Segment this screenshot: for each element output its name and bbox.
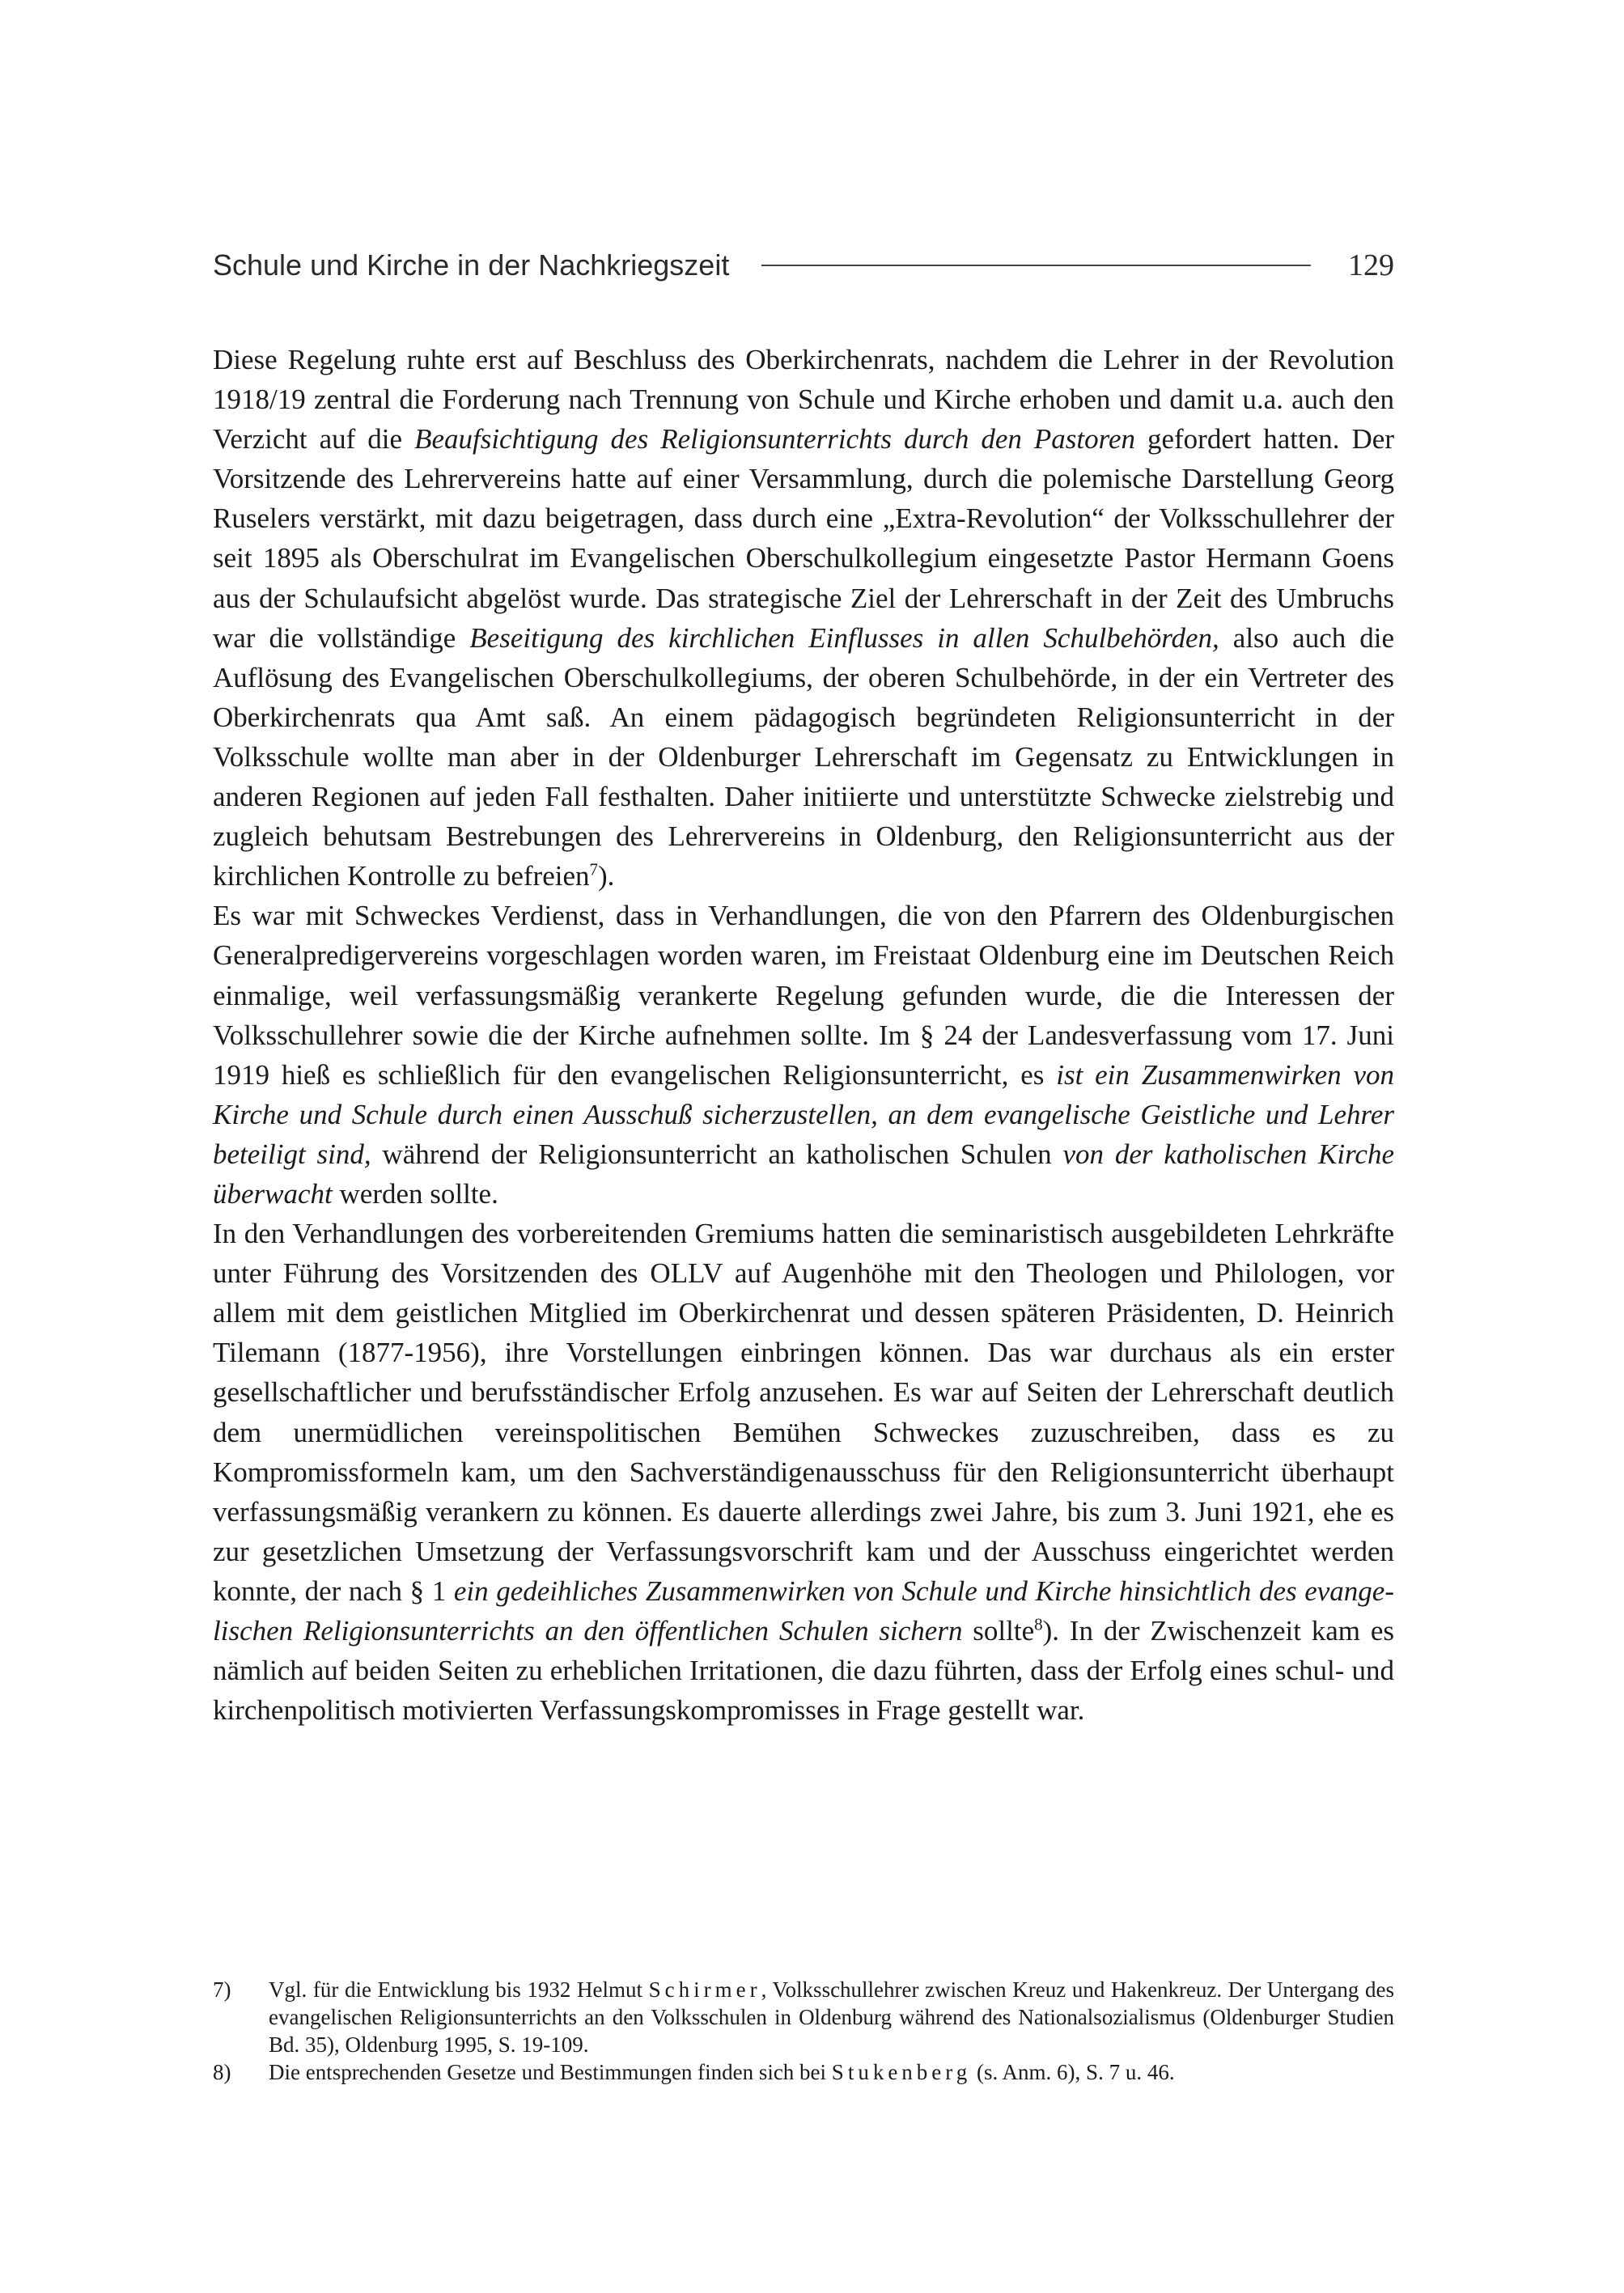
footnote-text [269,1976,1394,2058]
text-run: Die entsprechenden Gesetze und Bestimmungen finden sich bei [269,2060,832,2084]
text-run: gefordert hatten. Der Vorsitzende des Lehrervereins hatte auf einer Versammlung, durch die polemische Darstellung Georg Ruselers verstärkt, mit dazu beigetragen, dass durch eine „Extra-Revolution“ der Volksschullehrer der seit 1895 als Oberschulrat im Evangelischen Oberschulkollegium eingesetzte Pastor Hermann Goens aus der Schulaufsicht abgelöst wurde. Das strategische Ziel der Lehrerschaft in der Zeit des Umbruchs war die vollständige [213,423,1394,654]
footnote [213,2058,1394,2086]
running-head-title: Schule und Kirche in der Nachkriegszeit [213,248,730,282]
footnote-text [269,2058,1394,2086]
italic-quote: ist ein Zusammenwirken von Kirche und Schule durch einen Ausschuß sicherzustellen, an dem evangelische Geistliche und Lehrer beteiligt sind, [213,1058,1394,1170]
text-run: also auch die Auflösung des Evangelischen Oberschulkollegiums, der oberen Schulbehörde, in der ein Vertreter des Oberkirchenrats qua Amt saß. An einem pädagogisch begründeten Religionsunterricht in der Volksschule wollte man aber in der Oldenburger Lehrerschaft im Gegensatz zu Entwicklungen in anderen Regionen auf jeden Fall festhalten. Daher initiierte und unterstützte Schwecke zielstrebig und zugleich behutsam Bestrebungen des Lehrervereins in Oldenburg, den Religionsunterricht aus der kirchlichen Kontrolle zu befreien [213,621,1394,892]
text-run: während der Religionsunterricht an katholischen Schulen [371,1138,1063,1170]
text-run: ). [598,860,615,892]
text-run: In den Verhandlungen des vorbereitenden Gremiums hatten die seminaristisch ausgebildeten Lehrkräfte unter Führung des Vorsitzenden des OLLV auf Augenhöhe mit den Theologen und Philologen, vor allem mit dem geistlichen Mitglied im Oberkirchenrat und dessen späteren Präsidenten, D. Heinrich Tilemann (1877-1956), ihre Vorstellungen einbringen können. Das war durchaus als ein erster gesellschaftlicher und berufsständischer Erfolg anzusehen. Es war auf Seiten der Lehrerschaft deutlich dem unermüdlichen vereinspolitischen Bemühen Schweckes zuzuschreiben, dass es zu Kompromissformeln kam, um den Sachverständigenausschuss für den Religionsunterricht überhaupt verfassungsmäßig verankern zu können. Es dauerte allerdings zwei Jahre, bis zum 3. Juni 1921, ehe es zur gesetzlichen Umsetzung der Verfassungsvorschrift kam und der Ausschuss eingerichtet werden konnte, der nach § 1 [213,1218,1394,1607]
footnote-number: 8) [213,2060,231,2084]
italic-quote: Beaufsichtigung des Religionsunterrichts durch den Pastoren [414,423,1135,456]
paragraph [213,340,1394,896]
text-run: sollte [962,1615,1035,1647]
paragraph [213,896,1394,1214]
text-run: Diese Regelung ruhte erst auf Beschluss des Oberkirchenrats, nachdem die Lehrer in der Revolution 1918/19 zentral die Forderung nach Trennung von Schule und Kirche erhoben und damit u.a. auch den Verzicht auf die [213,344,1394,456]
text-run: Vgl. für die Entwicklung bis 1932 Helmut [269,1977,649,2002]
footnotes [213,1976,1394,2086]
footnote-marker: 7 [589,859,598,879]
text-run: (s. Anm. 6), S. 7 u. 46. [971,2060,1175,2084]
italic-quote: von der katholischen Kirche überwacht [213,1138,1394,1210]
text-run: , Volksschullehrer zwischen Kreuz und Hakenkreuz. Der Untergang des evangelischen Religionsunterrichts an den Volksschulen in Oldenburg während des Nationalsozialismus (Oldenburger Studien Bd. 35), Oldenburg 1995, S. 19-109. [269,1977,1394,2057]
text-run: ). In der Zwischenzeit kam es nämlich auf beiden Seiten zu erheblichen Irritationen, die dazu führten, dass der Erfolg eines schul- und kirchenpolitisch motivierten Verfassungskompromisses in Frage gestellt war. [213,1615,1394,1727]
footnote-marker: 8 [1034,1614,1043,1634]
running-head [213,244,1394,286]
text-run: werden sollte. [332,1177,498,1210]
footnote [213,1976,1394,2058]
paragraph [213,1214,1394,1730]
page-number: 129 [1348,248,1394,282]
text-run: Es war mit Schweckes Verdienst, dass in Verhandlungen, die von den Pfarrern des Oldenburgischen Generalpredigervereins vorgeschlagen worden waren, im Freistaat Oldenburg eine im Deutschen Reich einmalige, weil verfassungsmäßig verankerte Regelung gefunden wurde, die die Interessen der Volksschullehrer sowie die der Kirche aufnehmen sollte. Im § 24 der Landesverfassung vom 17. Juni 1919 hieß es schließlich für den evangelischen Religionsunterricht, es [213,900,1394,1091]
author-name: Stukenberg [831,2060,972,2084]
footnote-number: 7) [213,1977,231,2002]
italic-quote: Beseitigung des kirchlichen Einflusses in allen Schulbehörden, [469,621,1219,654]
body-text [213,340,1394,1730]
document-page [213,0,1394,2293]
italic-quote: ein gedeihliches Zusammenwirken von Schule und Kirche hinsichtlich des evangelischen Religionsunterrichts an den öffentlichen Schulen sichern [213,1575,1394,1647]
author-name: Schirmer [648,1977,761,2002]
running-head-rule [761,265,1311,266]
